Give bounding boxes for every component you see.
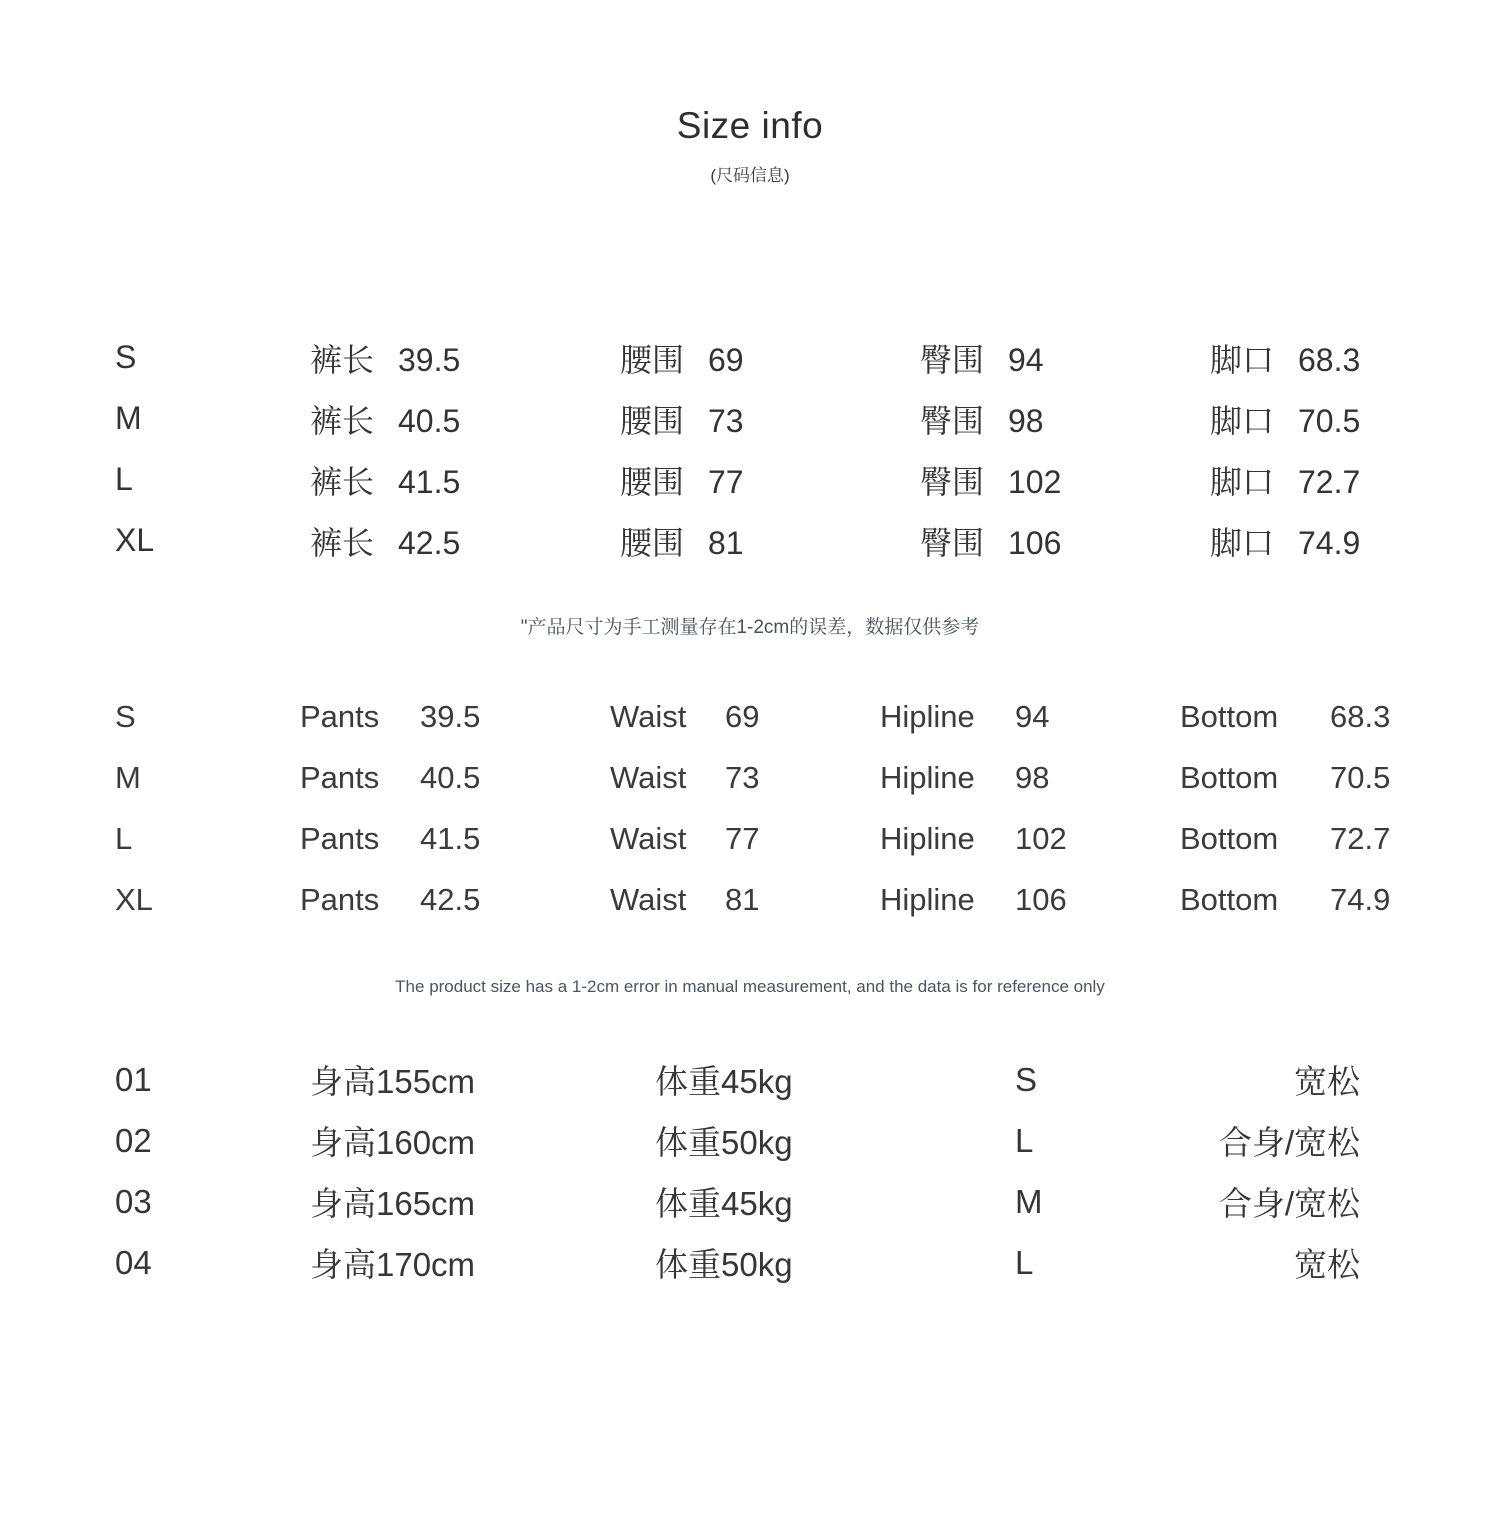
measure-pants-length — [300, 699, 610, 735]
measure-value: 39.5 — [420, 698, 481, 734]
measure-value: 73 — [708, 402, 744, 439]
measure-bottom — [1210, 335, 1405, 381]
measure-label: 脚口 — [1210, 402, 1275, 439]
measure-label: Waist — [610, 698, 687, 734]
model-size: L — [1015, 1243, 1034, 1281]
measure-bottom — [1210, 518, 1405, 564]
measure-value: 40.5 — [398, 402, 461, 439]
model-height: 身高155cm — [310, 1063, 476, 1100]
model-size: S — [1015, 1060, 1038, 1098]
measure-hipline — [920, 335, 1210, 381]
measure-value: 73 — [725, 759, 760, 795]
measure-value: 72.7 — [1330, 820, 1391, 856]
page-subtitle: (尺码信息) — [710, 166, 790, 185]
size-label: XL — [115, 881, 153, 917]
measure-label: 腰围 — [620, 463, 685, 500]
measure-pants-length — [310, 518, 620, 564]
model-number: 01 — [115, 1060, 152, 1098]
measure-label: Waist — [610, 881, 687, 917]
size-info-header — [0, 104, 1500, 186]
measure-value: 41.5 — [420, 820, 481, 856]
measure-value: 68.3 — [1298, 341, 1361, 378]
measure-label: Bottom — [1180, 698, 1279, 734]
measure-label: 腰围 — [620, 402, 685, 439]
measure-waist — [620, 396, 920, 442]
measure-value: 94 — [1015, 698, 1050, 734]
model-height: 身高160cm — [310, 1124, 476, 1161]
measure-waist — [620, 518, 920, 564]
table-row — [115, 1232, 1360, 1293]
model-number: 03 — [115, 1182, 152, 1220]
measure-hipline — [880, 882, 1180, 918]
size-label: XL — [115, 522, 155, 558]
measure-value: 102 — [1015, 820, 1067, 856]
measure-pants-length — [300, 760, 610, 796]
measure-value: 98 — [1015, 759, 1050, 795]
measure-label: 裤长 — [310, 463, 375, 500]
model-height: 身高170cm — [310, 1246, 476, 1283]
measure-waist — [610, 821, 880, 857]
measure-value: 81 — [725, 881, 760, 917]
measure-value: 81 — [708, 524, 744, 561]
measure-value: 70.5 — [1330, 759, 1391, 795]
measure-hipline — [880, 760, 1180, 796]
measure-label: 脚口 — [1210, 341, 1275, 378]
measure-hipline — [920, 457, 1210, 503]
measure-label: Pants — [300, 698, 380, 734]
measure-label: Waist — [610, 820, 687, 856]
measure-value: 39.5 — [398, 341, 461, 378]
measure-value: 41.5 — [398, 463, 461, 500]
measure-value: 77 — [725, 820, 760, 856]
model-fit: 宽松 — [1294, 1246, 1360, 1283]
table-row — [115, 747, 1405, 808]
measure-value: 69 — [708, 341, 744, 378]
measure-waist — [620, 457, 920, 503]
measure-value: 42.5 — [398, 524, 461, 561]
size-label: S — [115, 339, 137, 375]
model-reference-table — [115, 1049, 1360, 1293]
model-size: M — [1015, 1182, 1043, 1220]
measure-value: 106 — [1008, 524, 1062, 561]
measure-label: Hipline — [880, 698, 975, 734]
measure-label: 脚口 — [1210, 463, 1275, 500]
measure-value: 94 — [1008, 341, 1044, 378]
measure-waist — [610, 760, 880, 796]
model-weight: 体重50kg — [655, 1124, 793, 1161]
measure-label: Hipline — [880, 759, 975, 795]
measure-bottom — [1210, 457, 1405, 503]
measure-label: Bottom — [1180, 759, 1279, 795]
measure-label: 臀围 — [920, 463, 985, 500]
measure-value: 68.3 — [1330, 698, 1391, 734]
measure-label: Pants — [300, 759, 380, 795]
measure-value: 70.5 — [1298, 402, 1361, 439]
model-size: L — [1015, 1121, 1034, 1159]
measurement-note-cn: "产品尺寸为手工测量存在1-2cm的误差，数据仅供参考 — [520, 617, 980, 638]
model-height: 身高165cm — [310, 1185, 476, 1222]
size-table-cn — [115, 327, 1405, 571]
table-row — [115, 808, 1405, 869]
model-fit: 合身/宽松 — [1218, 1185, 1360, 1222]
measure-waist — [620, 335, 920, 381]
size-label: M — [115, 759, 141, 795]
table-row — [115, 449, 1405, 510]
model-weight: 体重50kg — [655, 1246, 793, 1283]
table-row — [115, 510, 1405, 571]
measure-value: 40.5 — [420, 759, 481, 795]
measure-label: 裤长 — [310, 402, 375, 439]
measure-label: 腰围 — [620, 341, 685, 378]
model-weight: 体重45kg — [655, 1063, 793, 1100]
measure-value: 98 — [1008, 402, 1044, 439]
table-row — [115, 327, 1405, 388]
measure-waist — [610, 882, 880, 918]
measure-bottom — [1180, 882, 1405, 918]
size-label: S — [115, 698, 136, 734]
measure-hipline — [880, 821, 1180, 857]
measure-label: 脚口 — [1210, 524, 1275, 561]
table-row — [115, 686, 1405, 747]
measure-bottom — [1210, 396, 1405, 442]
measure-label: Bottom — [1180, 820, 1279, 856]
table-row — [115, 1171, 1360, 1232]
measure-value: 42.5 — [420, 881, 481, 917]
measure-hipline — [920, 518, 1210, 564]
measure-value: 72.7 — [1298, 463, 1361, 500]
measure-value: 102 — [1008, 463, 1062, 500]
size-label: M — [115, 400, 142, 436]
measurement-note-en: The product size has a 1-2cm error in manual measurement, and the data is for reference only — [395, 977, 1105, 996]
measure-label: Pants — [300, 881, 380, 917]
measure-pants-length — [310, 457, 620, 503]
table-row — [115, 388, 1405, 449]
measure-label: Waist — [610, 759, 687, 795]
measure-label: 裤长 — [310, 341, 375, 378]
measure-label: 裤长 — [310, 524, 375, 561]
measure-label: Hipline — [880, 881, 975, 917]
measure-label: 臀围 — [920, 402, 985, 439]
measure-label: Pants — [300, 820, 380, 856]
measure-value: 74.9 — [1330, 881, 1391, 917]
measure-hipline — [880, 699, 1180, 735]
table-row — [115, 1049, 1360, 1110]
measure-pants-length — [300, 882, 610, 918]
measure-pants-length — [300, 821, 610, 857]
measure-bottom — [1180, 699, 1405, 735]
measure-label: 臀围 — [920, 524, 985, 561]
size-table-en — [115, 686, 1405, 930]
model-number: 04 — [115, 1243, 152, 1281]
table-row — [115, 1110, 1360, 1171]
model-fit: 宽松 — [1294, 1063, 1360, 1100]
model-weight: 体重45kg — [655, 1185, 793, 1222]
model-fit: 合身/宽松 — [1218, 1124, 1360, 1161]
measure-hipline — [920, 396, 1210, 442]
table-row — [115, 869, 1405, 930]
measure-value: 74.9 — [1298, 524, 1361, 561]
measure-pants-length — [310, 396, 620, 442]
measure-waist — [610, 699, 880, 735]
size-label: L — [115, 820, 133, 856]
measure-bottom — [1180, 760, 1405, 796]
measure-value: 77 — [708, 463, 744, 500]
measure-label: 腰围 — [620, 524, 685, 561]
measure-value: 69 — [725, 698, 760, 734]
size-label: L — [115, 461, 133, 497]
measure-bottom — [1180, 821, 1405, 857]
measure-label: Bottom — [1180, 881, 1279, 917]
measure-label: Hipline — [880, 820, 975, 856]
measure-value: 106 — [1015, 881, 1067, 917]
measure-pants-length — [310, 335, 620, 381]
page-title: Size info — [676, 105, 824, 146]
measure-label: 臀围 — [920, 341, 985, 378]
model-number: 02 — [115, 1121, 152, 1159]
